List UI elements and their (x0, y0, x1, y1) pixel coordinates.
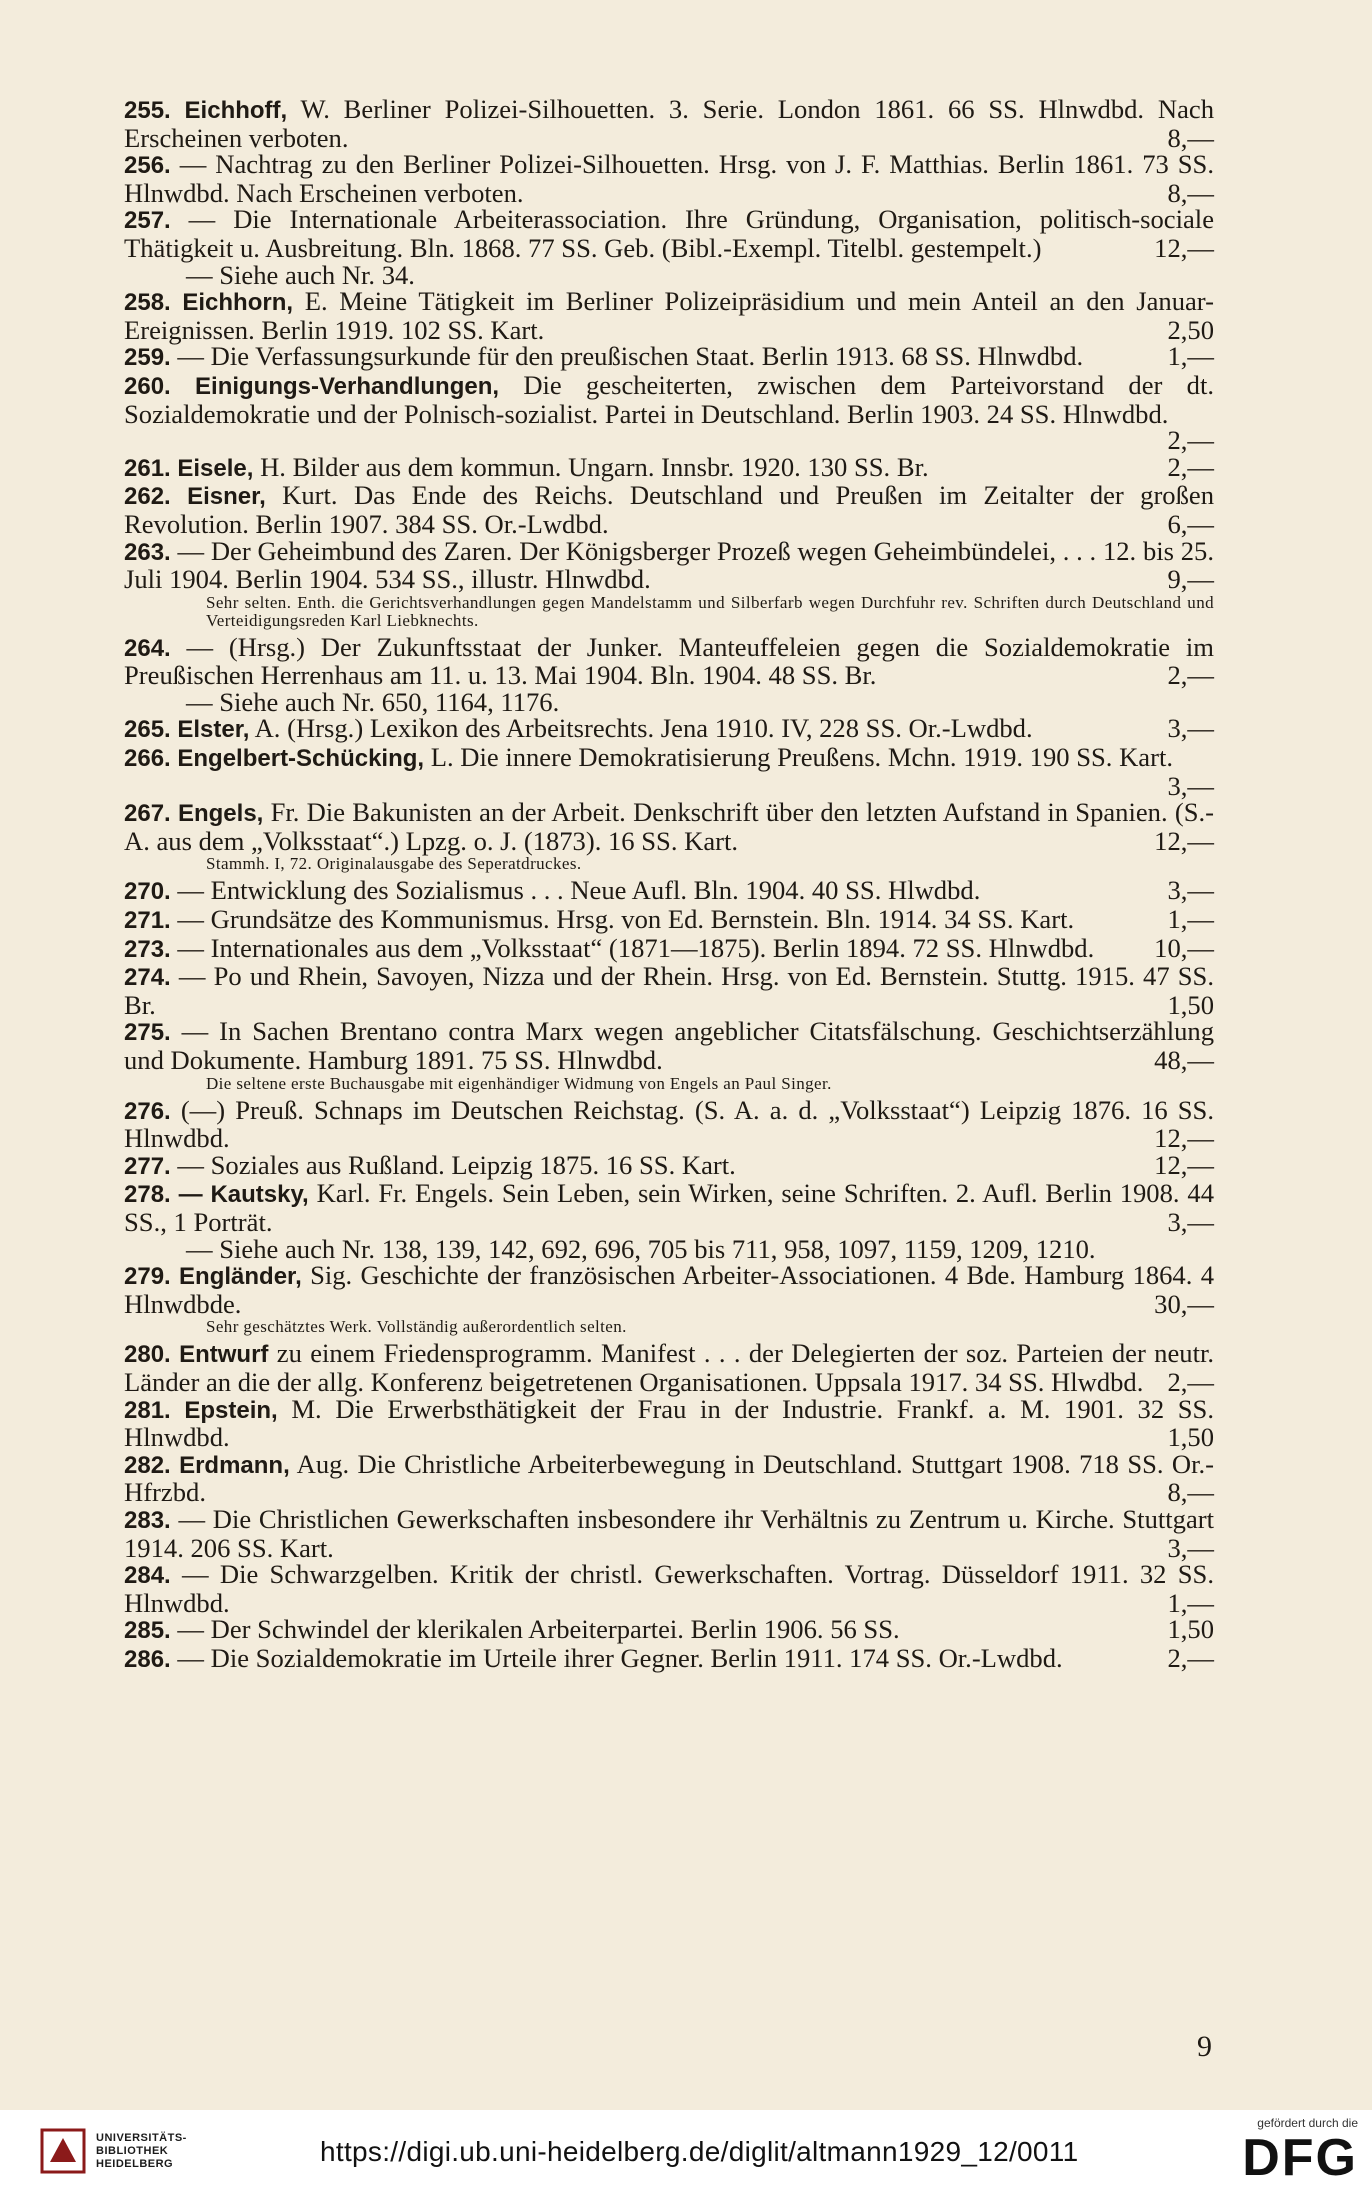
entry-number: 275. (124, 1019, 171, 1047)
catalog-entry (124, 451, 1214, 483)
logo-line: UNIVERSITÄTS- (96, 2131, 187, 2144)
entry-text: — Grundsätze des Kommunismus. Hrsg. von Ed. Bernstein. Bln. 1914. 34 SS. Kart. (177, 904, 1075, 935)
catalog-entry (124, 1503, 1214, 1563)
see-also: — Siehe auch Nr. 650, 1164, 1176. (186, 686, 560, 717)
catalog-entry (124, 151, 1214, 206)
entry-number: 256. (124, 152, 171, 180)
entry-number: 284. (124, 1562, 171, 1590)
sponsor-caption: gefördert durch die (1257, 2116, 1358, 2130)
see-also: — Siehe auch Nr. 34. (186, 259, 415, 290)
catalog-entry (124, 963, 1214, 1018)
logo-line: HEIDELBERG (96, 2157, 174, 2170)
entry-author: Engelbert-Schücking, (177, 745, 425, 773)
entry-price: 3,— (1167, 770, 1214, 801)
entry-price: 1,— (1167, 904, 1214, 935)
entry-number: 261. (124, 454, 171, 482)
entry-text: — Der Schwindel der klerikalen Arbeiterpartei. Berlin 1906. 56 SS. (177, 1614, 900, 1645)
entry-price: 10,— (1154, 932, 1214, 963)
entry-number: 258. (124, 289, 171, 317)
entry-number: 270. (124, 878, 171, 906)
catalog-entry (124, 1094, 1214, 1154)
logo-line: BIBLIOTHEK (96, 2144, 169, 2157)
entry-number: 277. (124, 1152, 171, 1180)
entry-text: Sig. Geschichte der französischen Arbeiter-Associationen. 4 Bde. Hamburg 1864. 4 Hlnwdbde. (124, 1260, 1214, 1319)
entry-number: 280. (124, 1341, 171, 1369)
entry-text: Kurt. Das Ende des Reichs. Deutschland und Preußen im Zeitalter der großen Revolution. Berlin 1907. 384 SS. Or.-Lwdbd. (124, 480, 1214, 539)
entry-author: Engels, (177, 800, 264, 828)
entry-author: Elster, (177, 716, 250, 744)
entry-number: 273. (124, 935, 171, 963)
entry-author: Eisner, (187, 483, 266, 511)
entry-text: — Der Geheimbund des Zaren. Der Königsberger Prozeß wegen Geheimbündelei, . . . 12. bis 25. Juli 1904. Berlin 1904. 534 SS., illustr. Hlnwdbd. (124, 535, 1214, 595)
catalog-entry (124, 1448, 1214, 1508)
entry-note: Sehr geschätztes Werk. Vollständig außerordentlich selten. (206, 1317, 627, 1337)
catalog-entry (124, 96, 1214, 151)
dfg-logo: DFG (1242, 2129, 1358, 2187)
entry-number: 263. (124, 538, 171, 566)
catalog-entry (124, 631, 1214, 691)
entry-price: 12,— (1154, 825, 1214, 856)
entry-price: 1,50 (1167, 1422, 1214, 1453)
entry-text: E. Meine Tätigkeit im Berliner Polizeipräsidium und mein Anteil an den Januar-Ereignissen. Berlin 1919. 102 SS. Kart. (124, 286, 1214, 345)
entry-text: — Die Verfassungsurkunde für den preußischen Staat. Berlin 1913. 68 SS. Hlnwdbd. (177, 341, 1084, 372)
entry-author: Einigungs-Verhandlungen, (195, 372, 500, 400)
entry-price: 1,50 (1167, 1614, 1214, 1645)
catalog-text (124, 96, 1214, 1673)
catalog-entry (124, 1262, 1214, 1317)
entry-number: 279. (124, 1263, 171, 1291)
entry-text: Die gescheiterten, zwischen dem Parteivorstand der dt. Sozialdemokratie und der Polnisch-sozialist. Partei in Deutschland. Berlin 1903. 24 SS. Hlnwdbd. (124, 369, 1214, 429)
entry-number: 265. (124, 716, 171, 744)
entry-text: — Entwicklung des Sozialismus . . . Neue Aufl. Bln. 1904. 40 SS. Hlwdbd. (177, 875, 981, 906)
entry-number: 259. (124, 344, 171, 372)
catalog-entry (124, 535, 1214, 595)
entry-text: A. (Hrsg.) Lexikon des Arbeitsrechts. Jena 1910. IV, 228 SS. Or.-Lwdbd. (249, 713, 1033, 744)
catalog-entry (124, 1393, 1214, 1453)
entry-text: — (Hrsg.) Der Zukunftsstaat der Junker. Manteuffeleien gegen die Sozialdemokratie im Preußischen Herrenhaus am 11. u. 13. Mai 1904. Bln. 1904. 48 SS. Br. (124, 631, 1214, 691)
entry-number: 260. (124, 372, 171, 400)
entry-number: 271. (124, 907, 171, 935)
entry-number: 278. (124, 1181, 171, 1209)
entry-price: 48,— (1154, 1045, 1214, 1075)
entry-number: 282. (124, 1451, 171, 1479)
entry-price: 2,— (1167, 1366, 1214, 1397)
entry-author: Eisele, (177, 454, 254, 482)
entry-text: — Die Sozialdemokratie im Urteile ihrer Gegner. Berlin 1911. 174 SS. Or.-Lwdbd. (177, 1642, 1063, 1673)
catalog-entry (124, 1616, 1214, 1645)
entry-text: — Die Internationale Arbeiterassociation. Ihre Gründung, Organisation, politisch-sociale Thätigkeit u. Ausbreitung. Bln. 1868. 77 SS. Geb. (Bibl.-Exempl. Titelbl. gestempelt.) (124, 204, 1214, 263)
entry-price: 9,— (1167, 564, 1214, 595)
entry-author: Eichhorn, (182, 289, 294, 317)
entry-price: 8,— (1167, 177, 1214, 208)
entry-price: 12,— (1154, 232, 1214, 263)
entry-price: 30,— (1154, 1288, 1214, 1319)
entry-number: 286. (124, 1645, 171, 1673)
entry-price: 2,— (1167, 451, 1214, 482)
entry-price: 1,50 (1167, 989, 1214, 1020)
entry-text: — Po und Rhein, Savoyen, Nizza und der Rhein. Hrsg. von Ed. Bernstein. Stuttg. 1915. 47 SS. Br. (124, 961, 1214, 1020)
entry-author: Entwurf (179, 1341, 269, 1369)
permalink-url[interactable]: https://digi.ub.uni-heidelberg.de/diglit/altmann1929_12/0011 (320, 2136, 1079, 2167)
catalog-entry (124, 799, 1214, 854)
catalog-entry (124, 482, 1214, 537)
entry-price: 12,— (1154, 1149, 1214, 1180)
entry-price: 3,— (1167, 1206, 1214, 1237)
page-number: 9 (1197, 2030, 1212, 2063)
entry-text: Fr. Die Bakunisten an der Arbeit. Denkschrift über den letzten Aufstand in Spanien. (S.-A. aus dem „Volksstaat“.) Lpzg. o. J. (1873). 16 SS. Kart. (124, 797, 1215, 856)
entry-text: zu einem Friedensprogramm. Manifest . . . der Delegierten der soz. Parteien der neutr. Länder an die der allg. Konferenz beigetretenen Organisationen. Uppsala 1917. 34 SS. Hlwdbd. (124, 1338, 1214, 1397)
catalog-entry (124, 877, 1214, 906)
catalog-entry (124, 932, 1214, 964)
entry-text: — Internationales aus dem „Volksstaat“ (1871—1875). Berlin 1894. 72 SS. Hlnwdbd. (177, 932, 1095, 963)
entry-price: 2,— (1167, 660, 1214, 691)
catalog-entry (124, 1149, 1214, 1181)
catalog-entry (124, 206, 1214, 261)
entry-number: 257. (124, 207, 171, 235)
entry-price: 2,50 (1167, 314, 1214, 345)
catalog-entry (124, 1018, 1214, 1073)
entry-number: 274. (124, 964, 171, 992)
entry-number: 283. (124, 1506, 171, 1534)
entry-number: 255. (124, 97, 171, 124)
entry-price: 6,— (1167, 508, 1214, 539)
entry-text: H. Bilder aus dem kommun. Ungarn. Innsbr. 1920. 130 SS. Br. (253, 451, 929, 482)
entry-price: 3,— (1167, 713, 1214, 744)
entry-price: 2,— (1167, 1642, 1214, 1673)
dfg-sponsor[interactable] (1242, 2116, 1358, 2186)
entry-number: 276. (124, 1097, 171, 1125)
entry-text: (—) Preuß. Schnaps im Deutschen Reichstag. (S. A. a. d. „Volksstaat“) Leipzig 1876. 16 SS. Hlnwdbd. (124, 1094, 1214, 1154)
entry-number: 267. (124, 800, 171, 828)
catalog-entry (124, 1642, 1214, 1674)
library-logo[interactable] (40, 2128, 187, 2174)
entry-text: — Die Christlichen Gewerkschaften insbesondere ihr Verhältnis zu Zentrum u. Kirche. Stuttgart 1914. 206 SS. Kart. (124, 1503, 1214, 1563)
entry-price: 12,— (1154, 1123, 1214, 1154)
entry-author: Engländer, (179, 1263, 302, 1291)
catalog-entry (124, 906, 1214, 935)
entry-price: 8,— (1167, 1477, 1214, 1508)
entry-note: Stammh. I, 72. Originalausgabe des Seperatdruckes. (206, 854, 582, 874)
entry-text: Karl. Fr. Engels. Sein Leben, sein Wirken, seine Schriften. 2. Aufl. Berlin 1908. 44 SS., 1 Porträt. (124, 1178, 1214, 1237)
catalog-entry (124, 1180, 1214, 1235)
entry-price: 1,— (1167, 1587, 1214, 1618)
entry-number: 266. (124, 745, 171, 773)
catalog-entry (124, 744, 1214, 799)
entry-note: Sehr selten. Enth. die Gerichtsverhandlungen gegen Mandelstamm und Silberfarb wegen Durchfuhr rev. Schriften durch Deutschland und Verteidigungsreden Karl Liebknechts. (206, 592, 1214, 630)
entry-number: 262. (124, 483, 171, 511)
entry-price: 8,— (1167, 122, 1214, 153)
catalog-entry (124, 343, 1214, 372)
entry-author: — Kautsky, (178, 1181, 309, 1209)
entry-number: 264. (124, 634, 171, 662)
entry-text: — Soziales aus Rußland. Leipzig 1875. 16 SS. Kart. (177, 1149, 736, 1180)
entry-text: W. Berliner Polizei-Silhouetten. 3. Serie. London 1861. 66 SS. Hlnwdbd. Nach Erscheinen verboten. (124, 94, 1214, 153)
catalog-entry (124, 369, 1214, 456)
entry-number: 285. (124, 1617, 171, 1645)
entry-text: — Die Schwarzgelben. Kritik der christl. Gewerkschaften. Vortrag. Düsseldorf 1911. 32 SS. Hlnwdbd. (124, 1559, 1214, 1618)
entry-text: — In Sachen Brentano contra Marx wegen angeblicher Citatsfälschung. Geschichtserzählung und Dokumente. Hamburg 1891. 75 SS. Hlnwdbd. (124, 1016, 1214, 1075)
entry-price: 2,— (1167, 425, 1214, 456)
entry-note: Die seltene erste Buchausgabe mit eigenhändiger Widmung von Engels an Paul Singer. (206, 1073, 832, 1093)
entry-number: 281. (124, 1396, 171, 1424)
catalog-entry (124, 715, 1214, 744)
entry-author: Epstein, (184, 1396, 278, 1424)
entry-price: 3,— (1167, 1532, 1214, 1563)
catalog-entry (124, 1561, 1214, 1616)
catalog-entry (124, 288, 1214, 343)
entry-author: Eichhoff, (184, 97, 288, 124)
library-seal-icon (40, 2128, 86, 2174)
entry-price: 1,— (1167, 341, 1214, 372)
entry-text: M. Die Erwerbsthätigkeit der Frau in der Industrie. Frankf. a. M. 1901. 32 SS. Hlnwdbd. (124, 1393, 1214, 1453)
entry-text: Aug. Die Christliche Arbeiterbewegung in Deutschland. Stuttgart 1908. 718 SS. Or.-Hfrzbd. (124, 1448, 1214, 1508)
entry-text: — Nachtrag zu den Berliner Polizei-Silhouetten. Hrsg. von J. F. Matthias. Berlin 1861. 73 SS. Hlnwdbd. Nach Erscheinen verboten. (124, 149, 1214, 208)
entry-text: L. Die innere Demokratisierung Preußens. Mchn. 1919. 190 SS. Kart. (424, 742, 1174, 773)
see-also: — Siehe auch Nr. 138, 139, 142, 692, 696, 705 bis 711, 958, 1097, 1159, 1209, 1210. (186, 1233, 1096, 1264)
viewer-footer (0, 2110, 1372, 2206)
catalog-entry (124, 1340, 1214, 1395)
entry-price: 3,— (1167, 875, 1214, 906)
entry-author: Erdmann, (179, 1451, 290, 1479)
